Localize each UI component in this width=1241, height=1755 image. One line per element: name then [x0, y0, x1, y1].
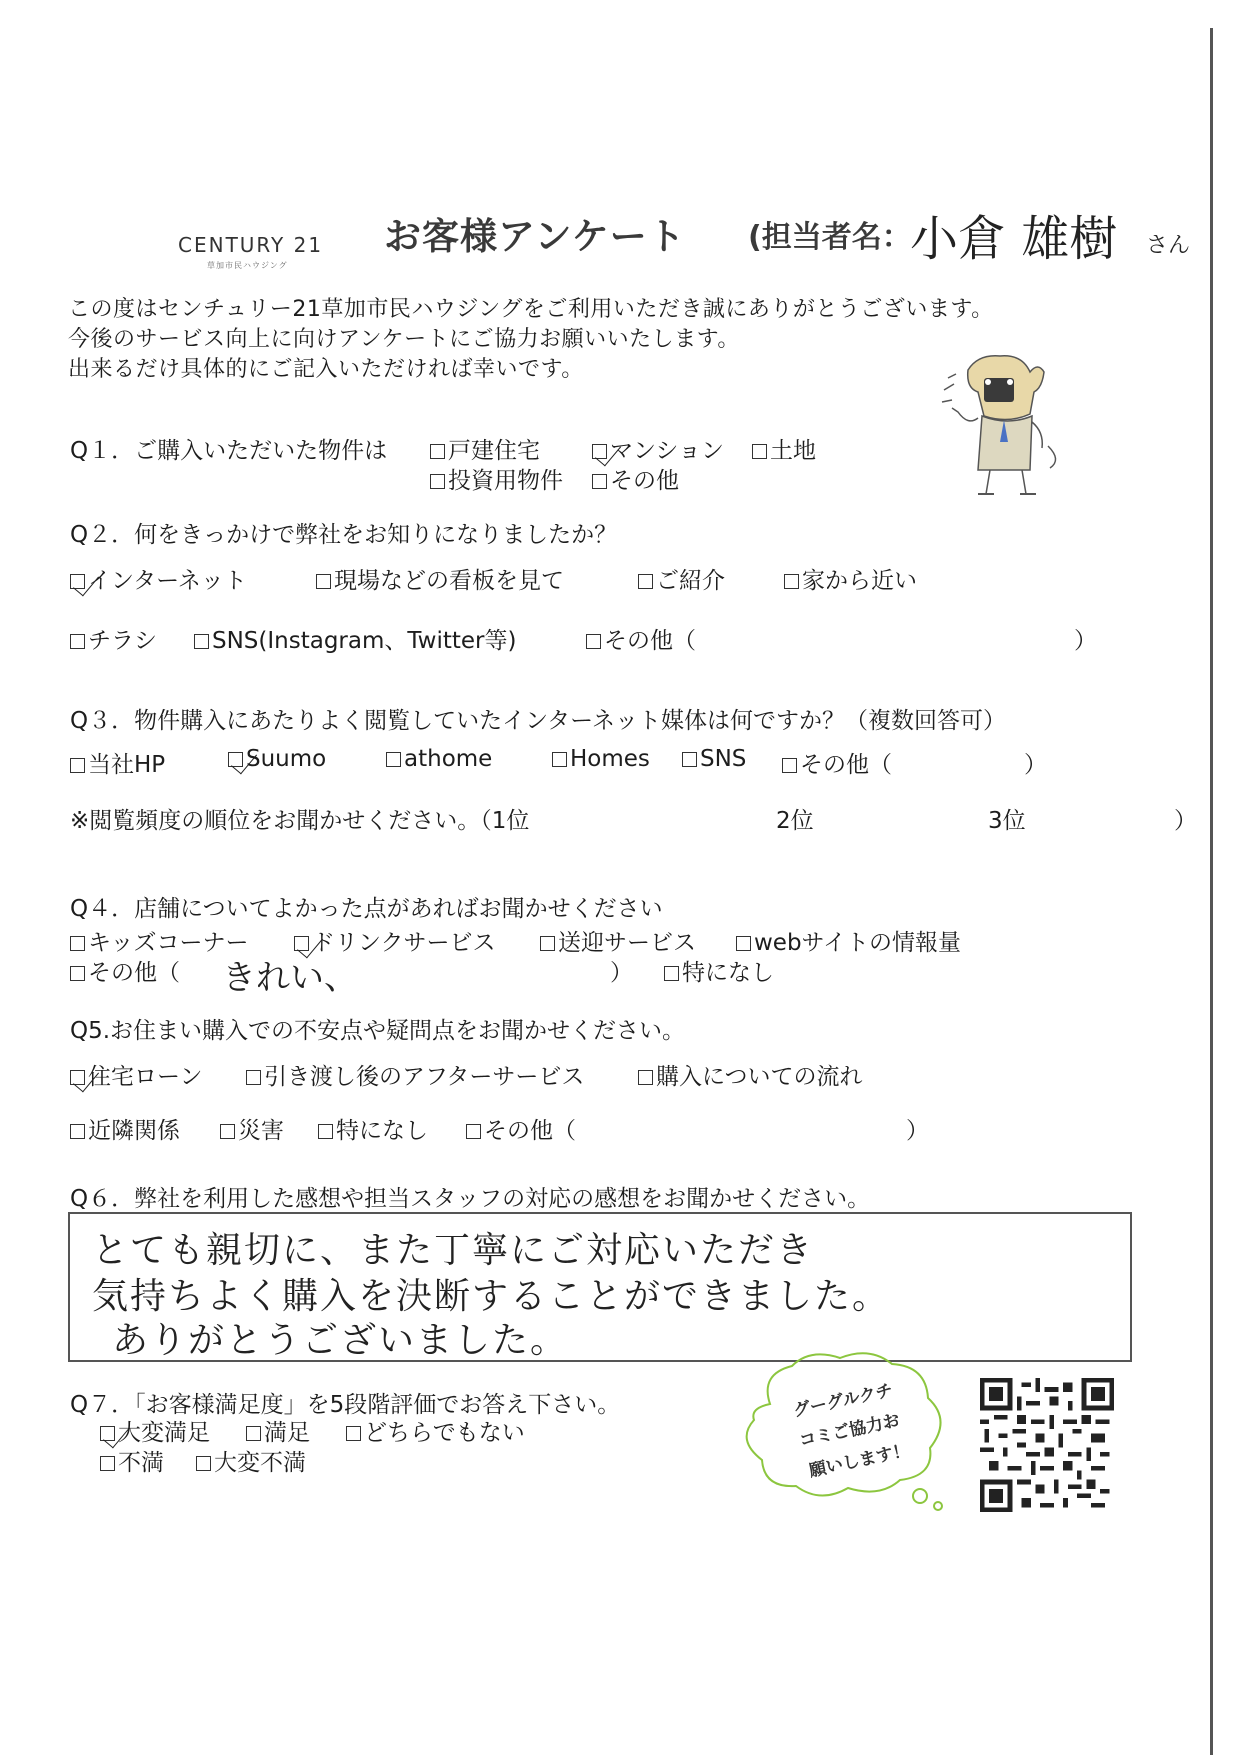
checkbox-icon[interactable]	[346, 1426, 361, 1441]
checkbox-icon[interactable]	[592, 474, 607, 489]
q2-option-other[interactable]: その他（	[586, 622, 696, 655]
q3-option-suumo[interactable]: Suumo	[228, 746, 326, 772]
q7-option-very-dissatisfied[interactable]: 大変不満	[196, 1444, 306, 1477]
checkbox-icon[interactable]	[220, 1124, 235, 1139]
q2-option-near-home[interactable]: 家から近い	[784, 562, 917, 595]
intro-line-2: 今後のサービス向上に向けアンケートにご協力お願いいたします。	[68, 327, 740, 352]
q5-question: Q5.お住まい購入での不安点や疑問点をお聞かせください。	[70, 1018, 686, 1044]
q7-option-neutral[interactable]: どちらでもない	[346, 1414, 525, 1447]
q6-answer-line-3: ありがとうございました。	[112, 1320, 569, 1361]
q3-option-homes[interactable]: Homes	[552, 746, 650, 772]
q3-option-company-hp[interactable]: 当社HP	[70, 746, 165, 779]
checkbox-icon[interactable]	[638, 1070, 653, 1085]
q1-option-other[interactable]: その他	[592, 462, 679, 495]
q7-option-very-satisfied[interactable]: 大変満足	[100, 1414, 210, 1447]
q4-option-website-info[interactable]: webサイトの情報量	[736, 924, 961, 957]
checkbox-icon[interactable]	[540, 936, 555, 951]
intro-line-3: 出来るだけ具体的にご記入いただければ幸いです。	[68, 357, 584, 382]
checkbox-icon[interactable]	[70, 936, 85, 951]
q1-option-land[interactable]: 土地	[752, 432, 816, 465]
checked-checkbox-icon[interactable]	[100, 1426, 115, 1441]
q2-option-internet[interactable]: インターネット	[70, 562, 247, 595]
q4-other-answer: きれい、	[222, 958, 358, 998]
intro-line-1: この度はセンチュリー21草加市民ハウジングをご利用いただき誠にありがとうございます。	[68, 297, 994, 322]
q1-option-detached-house[interactable]: 戸建住宅	[430, 432, 540, 465]
q5-option-neighbors[interactable]: 近隣関係	[70, 1112, 180, 1145]
checked-checkbox-icon[interactable]	[228, 752, 243, 767]
century21-logo: CENTURY 21	[178, 233, 324, 257]
q1-option-condominium[interactable]: マンション	[592, 432, 724, 465]
checkbox-icon[interactable]	[316, 574, 331, 589]
qr-code-icon[interactable]	[980, 1378, 1114, 1512]
checkbox-icon[interactable]	[682, 752, 697, 767]
q2-option-flyer[interactable]: チラシ	[70, 622, 157, 655]
checkbox-icon[interactable]	[386, 752, 401, 767]
bubble-text-line-1: グーグルクチ	[791, 1380, 895, 1422]
checkbox-icon[interactable]	[664, 966, 679, 981]
q6-answer-line-2: 気持ちよく購入を決断することができました。	[92, 1276, 891, 1317]
q3-close-paren: ）	[1024, 752, 1047, 778]
q2-option-sns[interactable]: SNS(Instagram、Twitter等)	[194, 622, 516, 655]
staff-suffix: さん	[1146, 233, 1191, 258]
q4-close-paren: ）	[610, 960, 633, 986]
checkbox-icon[interactable]	[430, 444, 445, 459]
q4-option-other[interactable]: その他（	[70, 954, 180, 987]
checkbox-icon[interactable]	[246, 1070, 261, 1085]
checkbox-icon[interactable]	[782, 758, 797, 773]
q6-question: Q６．弊社を利用した感想や担当スタッフの対応の感想をお聞かせください。	[70, 1186, 871, 1212]
q2-question: Q２．何をきっかけで弊社をお知りになりましたか？	[70, 522, 618, 548]
q3-rank-prompt: ※閲覧頻度の順位をお聞かせください。（1位	[70, 808, 530, 834]
q4-option-kids-corner[interactable]: キッズコーナー	[70, 924, 249, 957]
q7-option-satisfied[interactable]: 満足	[246, 1414, 310, 1447]
q5-option-other[interactable]: その他（	[466, 1112, 576, 1145]
q3-option-sns[interactable]: SNS	[682, 746, 746, 772]
q5-option-home-loan[interactable]: 住宅ローン	[70, 1058, 203, 1091]
checkbox-icon[interactable]	[70, 966, 85, 981]
checked-checkbox-icon[interactable]	[592, 444, 607, 459]
checkbox-icon[interactable]	[586, 634, 601, 649]
checked-checkbox-icon[interactable]	[70, 574, 85, 589]
q4-option-shuttle[interactable]: 送迎サービス	[540, 924, 696, 957]
q1-option-investment[interactable]: 投資用物件	[430, 462, 563, 495]
bubble-text-line-3: 願いします！	[807, 1440, 912, 1482]
checkbox-icon[interactable]	[466, 1124, 481, 1139]
staff-label: (担当者名：	[748, 220, 912, 255]
q7-option-dissatisfied[interactable]: 不満	[100, 1444, 164, 1477]
q5-close-paren: ）	[906, 1118, 929, 1144]
checked-checkbox-icon[interactable]	[70, 1070, 85, 1085]
q4-question: Q４．店舗についてよかった点があればお聞かせください	[70, 896, 663, 922]
q3-question: Q３．物件購入にあたりよく閲覧していたインターネット媒体は何ですか？（複数回答可）	[70, 708, 1007, 734]
q3-option-other[interactable]: その他（	[782, 746, 892, 779]
checkbox-icon[interactable]	[70, 758, 85, 773]
checkbox-icon[interactable]	[196, 1456, 211, 1471]
checkbox-icon[interactable]	[194, 634, 209, 649]
checkbox-icon[interactable]	[318, 1124, 333, 1139]
checkbox-icon[interactable]	[70, 634, 85, 649]
q3-rank-3: 3位	[988, 808, 1026, 834]
checkbox-icon[interactable]	[70, 1124, 85, 1139]
staff-name: 小倉 雄樹	[910, 211, 1118, 267]
q3-rank-2: 2位	[776, 808, 814, 834]
right-edge-line	[1210, 28, 1213, 1755]
q5-option-purchase-flow[interactable]: 購入についての流れ	[638, 1058, 863, 1091]
checkbox-icon[interactable]	[752, 444, 767, 459]
checkbox-icon[interactable]	[784, 574, 799, 589]
checkbox-icon[interactable]	[100, 1456, 115, 1471]
q1-question: Q１．ご購入いただいた物件は	[70, 438, 388, 464]
q2-option-signboard[interactable]: 現場などの看板を見て	[316, 562, 564, 595]
q5-option-none[interactable]: 特になし	[318, 1112, 428, 1145]
q3-option-athome[interactable]: athome	[386, 746, 492, 772]
q3-rank-close: ）	[1174, 808, 1197, 834]
q7-question: Q７．「お客様満足度」を5段階評価でお答え下さい。	[70, 1392, 621, 1418]
q5-option-after-service[interactable]: 引き渡し後のアフターサービス	[246, 1058, 584, 1091]
logo-subtitle: 草加市民ハウジング	[207, 261, 288, 270]
q2-close-paren: ）	[1074, 628, 1097, 654]
checkbox-icon[interactable]	[736, 936, 751, 951]
q2-option-referral[interactable]: ご紹介	[638, 562, 725, 595]
q4-option-none[interactable]: 特になし	[664, 954, 774, 987]
page-title: お客様アンケート	[384, 215, 686, 258]
checked-checkbox-icon[interactable]	[294, 936, 309, 951]
q4-option-drink-service[interactable]: ドリンクサービス	[294, 924, 496, 957]
bubble-text-line-2: コミご協力お	[797, 1410, 902, 1452]
checkbox-icon[interactable]	[246, 1426, 261, 1441]
checkbox-icon[interactable]	[430, 474, 445, 489]
checkbox-icon[interactable]	[552, 752, 567, 767]
dog-mascot-illustration	[938, 352, 1068, 502]
q6-answer-line-1: とても親切に、また丁寧にご対応いただき	[92, 1230, 815, 1271]
q5-option-disaster[interactable]: 災害	[220, 1112, 284, 1145]
checkbox-icon[interactable]	[638, 574, 653, 589]
